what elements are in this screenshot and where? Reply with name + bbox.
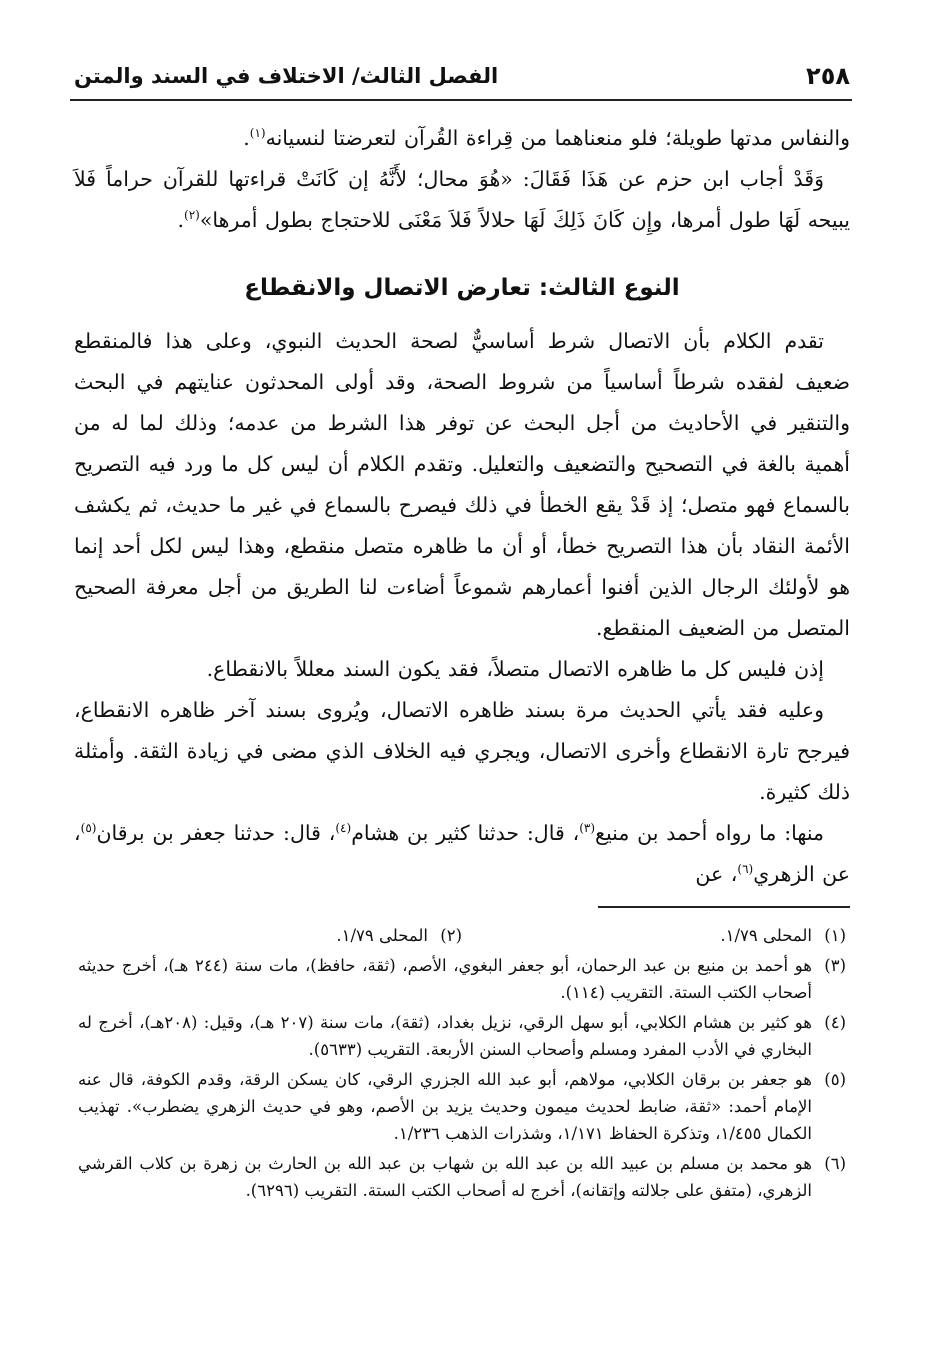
footnote-ref-5: (٥) [80,821,97,836]
paragraph-1: والنفاس مدتها طويلة؛ فلو منعناهما من قِراءة القُرآن لتعرضتا لنسيانه$^{(١)}$. [243,126,850,150]
footnotes [78,922,846,1207]
footnote-ref-3: (٣) [579,821,596,836]
footnote-ref-1: (١) [249,126,266,141]
page-number: ٢٥٨ [806,62,850,90]
paragraph-6: منها: ما رواه أحمد بن منيع$^{(٣)}$، قال: حدثنا كثير بن هشام$^{(٤)}$، قال: حدثنا جعفر بن برقان$^{(٥)}$، عن الزهري$^{(٦)}$، عن [74,821,850,886]
paragraph-4: إذن فليس كل ما ظاهره الاتصال متصلاً، فقد يكون السند معللاً بالانقطاع. [206,657,824,681]
header-rule [70,99,852,101]
footnote-2: (٢) المحلى ١/٧٩. [336,926,462,945]
main-text [74,118,850,895]
paragraph-3: تقدم الكلام بأن الاتصال شرط أساسيٌّ لصحة الحديث النبوي، وعلى هذا فالمنقطع ضعيف لفقده شرطاً أساسياً من شروط الصحة، وقد أولى المحدثون عنايتهم في البحث والتنقير في الأحاديث من أجل البحث عن توفر هذا الشرط من عدمه؛ وذلك لما له من أهمية بالغة في التصحيح والتضعيف والتعليل. وتقدم الكلام أن ليس كل ما ورد فيه التصريح بالسماع فهو متصل؛ إذ قَدْ يقع الخطأ في ذلك فيصرح بالسماع في غير ما حديث، ثم يكشف الأئمة النقاد بأن هذا التصريح خطأ، أو أن ما ظاهره متصل منقطع، وهذا ليس لكل أحد إنما هو لأولئك الرجال الذين أفنوا أعمارهم شموعاً أضاءت لنا الطريق من أجل معرفة الصحيح المتصل من الضعيف المنقطع. [74,329,850,640]
running-header [74,62,850,98]
footnote-ref-2: (٢) [184,208,200,223]
paragraph-5: وعليه فقد يأتي الحديث مرة بسند ظاهره الاتصال، ويُروى بسند آخر ظاهره الانقطاع، فيرجح تارة الانقطاع وأخرى الاتصال، ويجري فيه الخلاف الذي مضى في زيادة الثقة. وأمثلة ذلك كثيرة. [74,698,850,804]
footnote-6: (٦) هو محمد بن مسلم بن عبيد الله بن عبد الله بن شهاب بن عبد الله بن الحارث بن زهرة بن كلاب القرشي الزهري، (متفق على جلالته وإتقانه)، أخرج له أصحاب الكتب الستة. التقريب (٦٢٩٦). [78,1154,846,1200]
footnote-4: (٤) هو كثير بن هشام الكلابي، أبو سهل الرقي، نزيل بغداد، (ثقة)، مات سنة (٢٠٧ هـ)، وقيل: (٢٠٨هـ)، أخرج له البخاري في الأدب المفرد ومسلم وأصحاب السنن الأربعة. التقريب (٥٦٣٣). [78,1013,846,1059]
footnote-1: (١) المحلى ١/٧٩. [720,926,846,945]
footnote-ref-6: (٦) [737,862,754,877]
footnote-3: (٣) هو أحمد بن منيع بن عبد الرحمان، أبو جعفر البغوي، الأصم، (ثقة، حافظ)، مات سنة (٢٤٤ هـ)، أخرج حديثه أصحاب الكتب الستة. التقريب (١١٤). [78,956,846,1002]
paragraph-2: وَقَدْ أجاب ابن حزم عن هَذَا فَقَالَ: «هُوَ محال؛ لأَنَّهُ إن كَانَتْ قراءتها للقرآن حراماً فَلاَ يبيحه لَهَا طول أمرها، وإِن كَانَ ذَلِكَ لَهَا حلالاً فَلاَ مَعْنَى للاحتجاج بطول أمرها»$^{(٢)}$. [74,167,850,232]
footnote-ref-4: (٤) [335,821,352,836]
footnote-rule [598,906,850,908]
section-title: النوع الثالث: تعارض الاتصال والانقطاع [244,275,680,301]
chapter-title: الفصل الثالث/ الاختلاف في السند والمتن [74,64,499,88]
footnote-row-1-2 [78,922,846,949]
footnote-5: (٥) هو جعفر بن برقان الكلابي، مولاهم، أبو عبد الله الجزري الرقي، كان يسكن الرقة، وقدم الكوفة، قال عنه الإمام أحمد: «ثقة، ضابط لحديث ميمون وحديث يزيد بن الأصم، وهو في حديث الزهري يضطرب». تهذيب الكمال ١/٤٥٥، وتذكرة الحفاظ ١/١٧١، وشذرات الذهب ١/٢٣٦. [78,1070,846,1143]
